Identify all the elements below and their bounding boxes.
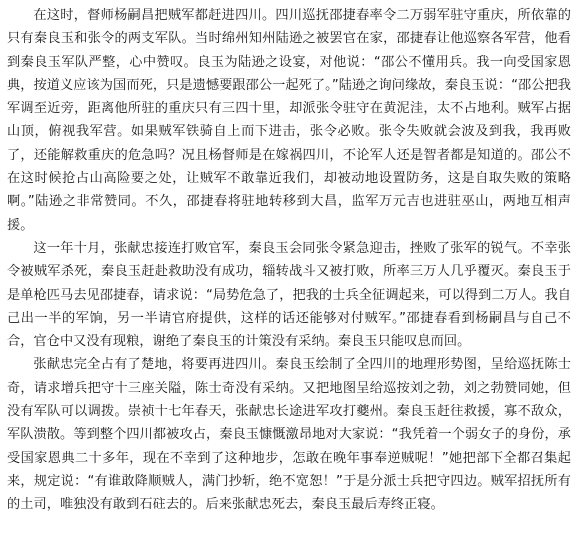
document-body: [7, 4, 571, 517]
paragraph-2: 这一年十月，张献忠接连打败官军，秦良玉会同张令紧急迎击，挫败了张军的锐气。不幸张令被贼军杀死，秦良玉赶赴救助没有成功，辎转战斗又被打败，所率三万人几乎覆灭。秦良玉于是单枪匹马去见邵捷春，请求说：“局势危急了，把我的士兵全征调起来，可以得到二万人。我自己出一半的军饷，另一半请官府提供，这样的话还能够对付贼军。”邵捷春看到杨嗣昌与自己不合，官仓中又没有现粮，谢绝了秦良玉的计策没有采纳。秦良玉只能叹息而回。: [7, 240, 571, 350]
paragraph-1: 在这时，督师杨嗣昌把贼军都赶进四川。四川巡抚邵捷春率令二万弱军驻守重庆，所依靠的只有秦良玉和张令的两支军队。当时绵州知州陆逊之被罢官在家，邵捷春让他巡察各军营，他看到秦良玉军队严整，心中赞叹。良玉为陆逊之设宴，对他说：“邵公不懂用兵。我一向受国家恩典，按道义应该为国而死，只是遗憾要跟邵公一起死了。”陆逊之询问缘故，秦良玉说：“邵公把我军调至近旁，距离他所驻的重庆只有三四十里，却派张令驻守在黄泥洼，太不占地利。贼军占据山顶，俯视我军营。如果贼军铁骑自上而下进击，张令必败。张令失败就会波及到我，我再败了，还能解救重庆的危急吗？况且杨督师是在嫁祸四川，不论军人还是智者都是知道的。邵公不在这时候抢占山高险要之处，让贼军不敢靠近我们，却被动地设置防务，这是自取失败的策略啊。”陆逊之非常赞同。不久，邵捷春将驻地转移到大昌，监军万元吉也进驻巫山，两地互相声援。: [7, 8, 571, 233]
paragraph-3: 张献忠完全占有了楚地，将要再进四川。秦良玉绘制了全四川的地理形势图，呈给巡抚陈士奇，请求增兵把守十三座关隘，陈士奇没有采纳。又把地图呈给巡按刘之勃，刘之勃赞同她，但没有军队可以调拨。崇祯十七年春天，张献忠长途进军攻打夔州。秦良玉赶往救援，寡不敌众，军队溃散。等到整个四川都被攻占，秦良玉慷慨激昂地对大家说：“我凭着一个弱女子的身份，承受国家恩典二十多年，现在不幸到了这种地步，怎敢在晚年事奉逆贼呢！”她把部下全都召集起来，规定说：“有谁敢降顺贼人，满门抄斩，绝不宽恕！”于是分派士兵把守四边。贼军招抚所有的土司，唯独没有敢到石砫去的。后来张献忠死去，秦良玉最后寿终正寝。: [7, 357, 571, 513]
